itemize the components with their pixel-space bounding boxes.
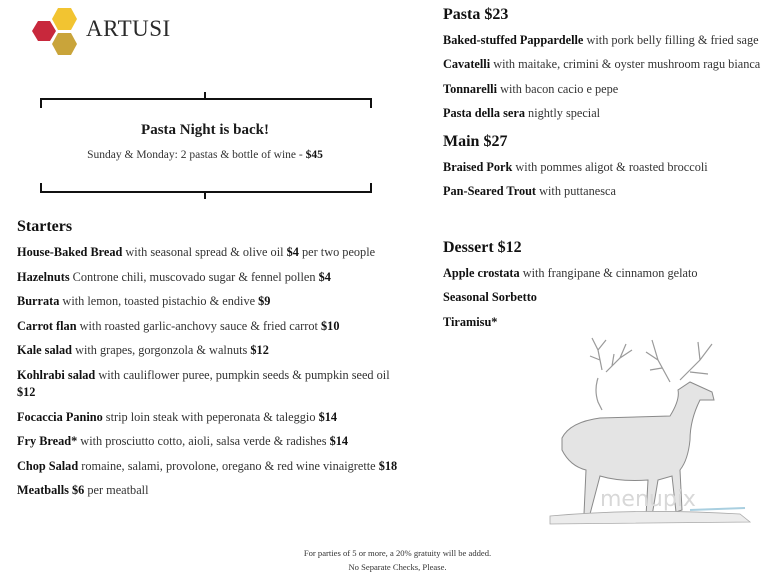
dessert-section — [443, 239, 778, 338]
yellow-hexagon — [52, 8, 77, 30]
menu-item — [17, 269, 409, 286]
menu-item — [17, 482, 409, 499]
starters-list — [17, 244, 409, 499]
item-description: romaine, salami, provolone, oregano & red wine vinaigrette — [78, 458, 379, 473]
item-description: with prosciutto cotto, aioli, salsa verde & radishes — [77, 434, 330, 449]
section-title: Pasta $23 — [443, 6, 509, 23]
item-description: with seasonal spread & olive oil — [122, 245, 287, 259]
item-name: Burrata — [17, 294, 60, 309]
item-description: with pommes aligot & roasted broccoli — [512, 160, 708, 174]
menu-item — [443, 265, 778, 282]
brand-name: ARTUSI — [86, 16, 171, 41]
menu-item — [443, 289, 778, 306]
gratuity-note: For parties of 5 or more, a 20% gratuity will be added. — [303, 548, 492, 558]
item-description: with bacon cacio e pepe — [497, 81, 619, 96]
item-name: Pasta della sera — [443, 105, 525, 120]
deer-icon — [540, 330, 780, 530]
item-name: Braised Pork — [443, 160, 513, 174]
dessert-list — [443, 265, 778, 331]
pasta-list — [443, 32, 778, 122]
promo-bottom-tick — [204, 193, 206, 199]
menu-item — [17, 318, 409, 335]
menu-item — [443, 81, 778, 98]
item-name: Tiramisu* — [443, 314, 498, 329]
item-price: $14 — [318, 409, 338, 424]
item-name: Seasonal Sorbetto — [443, 290, 537, 305]
menu-item — [17, 244, 409, 261]
item-description: with grapes, gorgonzola & walnuts — [72, 343, 251, 358]
section-title: Starters — [17, 218, 73, 235]
menu-item — [443, 105, 778, 122]
promo-price: $45 — [305, 149, 323, 161]
section-title: Main $27 — [443, 133, 508, 150]
item-description: with pork belly filling & fried sage — [583, 33, 759, 47]
main-list — [443, 159, 778, 200]
starters-section — [17, 218, 409, 507]
watermark: menupix — [600, 487, 696, 512]
promo-top-tick — [204, 92, 206, 98]
menu-item — [443, 32, 778, 49]
red-hexagon — [32, 21, 56, 41]
artusi-logo — [28, 4, 198, 62]
gold-hexagon — [52, 33, 77, 55]
section-title: Dessert $12 — [443, 239, 522, 256]
item-description: with cauliflower puree, pumpkin seeds & pumpkin seed oil — [95, 367, 390, 382]
menu-item — [443, 314, 778, 331]
deer-illustration — [540, 330, 780, 530]
pasta-section — [443, 6, 778, 129]
item-description: nightly special — [524, 105, 601, 120]
item-description: with frangipane & cinnamon gelato — [519, 266, 698, 280]
menu-item — [17, 367, 409, 401]
item-price-note: per meatball — [84, 483, 149, 498]
item-price: $14 — [329, 434, 349, 449]
item-price: $4 — [286, 245, 299, 259]
menu-item — [443, 183, 778, 200]
item-name: Kale salad — [17, 343, 72, 358]
menu-item — [17, 293, 409, 310]
item-price: $10 — [321, 318, 340, 333]
item-name: Tonnarelli — [443, 81, 497, 96]
promo-title: Pasta Night is back! — [141, 122, 269, 138]
menu-item — [443, 56, 778, 73]
separate-checks-note: No Separate Checks, Please. — [348, 562, 447, 572]
promo-top-bracket — [40, 98, 372, 108]
menu-item — [17, 458, 409, 475]
item-name: Hazelnuts — [17, 269, 70, 284]
item-price: $12 — [250, 343, 269, 358]
item-name: Focaccia Panino — [17, 409, 103, 424]
menu-item — [17, 409, 409, 426]
menu-item — [443, 159, 778, 176]
item-name: Kohlrabi salad — [17, 367, 96, 382]
item-description: with maitake, crimini & oyster mushroom ragu bianca — [490, 57, 761, 72]
hexagon-logo-icon — [28, 4, 88, 62]
item-name: Meatballs — [17, 483, 69, 498]
promo-subtitle-text: Sunday & Monday: 2 pastas & bottle of wine - — [87, 149, 303, 161]
item-price: $6 — [72, 483, 85, 498]
item-name: Apple crostata — [443, 266, 520, 280]
item-description: with roasted garlic-anchovy sauce & fried carrot — [76, 318, 322, 333]
promo-bottom-bracket — [40, 183, 372, 193]
item-price: $9 — [258, 294, 271, 309]
item-price: $18 — [378, 458, 398, 473]
item-name: Cavatelli — [443, 57, 491, 72]
item-name: Baked-stuffed Pappardelle — [443, 33, 584, 47]
footer-notes — [260, 546, 535, 574]
menu-item — [17, 342, 409, 359]
promo-subtitle — [40, 149, 370, 161]
menu-item — [17, 433, 409, 450]
item-description: with puttanesca — [536, 184, 616, 199]
item-price-note: per two people — [298, 245, 376, 259]
item-price: $4 — [318, 269, 331, 284]
item-name: Pan-Seared Trout — [443, 184, 537, 199]
item-name: Fry Bread* — [17, 434, 78, 449]
item-description: Controne chili, muscovado sugar & fennel pollen — [69, 269, 319, 284]
item-name: Chop Salad — [17, 458, 79, 473]
main-section — [443, 133, 778, 208]
item-name: House-Baked Bread — [17, 245, 123, 259]
item-name: Carrot flan — [17, 318, 77, 333]
item-price: $12 — [17, 384, 36, 399]
item-description: strip loin steak with peperonata & taleggio — [102, 409, 319, 424]
item-description: with lemon, toasted pistachio & endive — [59, 294, 259, 309]
pasta-night-promo — [40, 96, 370, 196]
